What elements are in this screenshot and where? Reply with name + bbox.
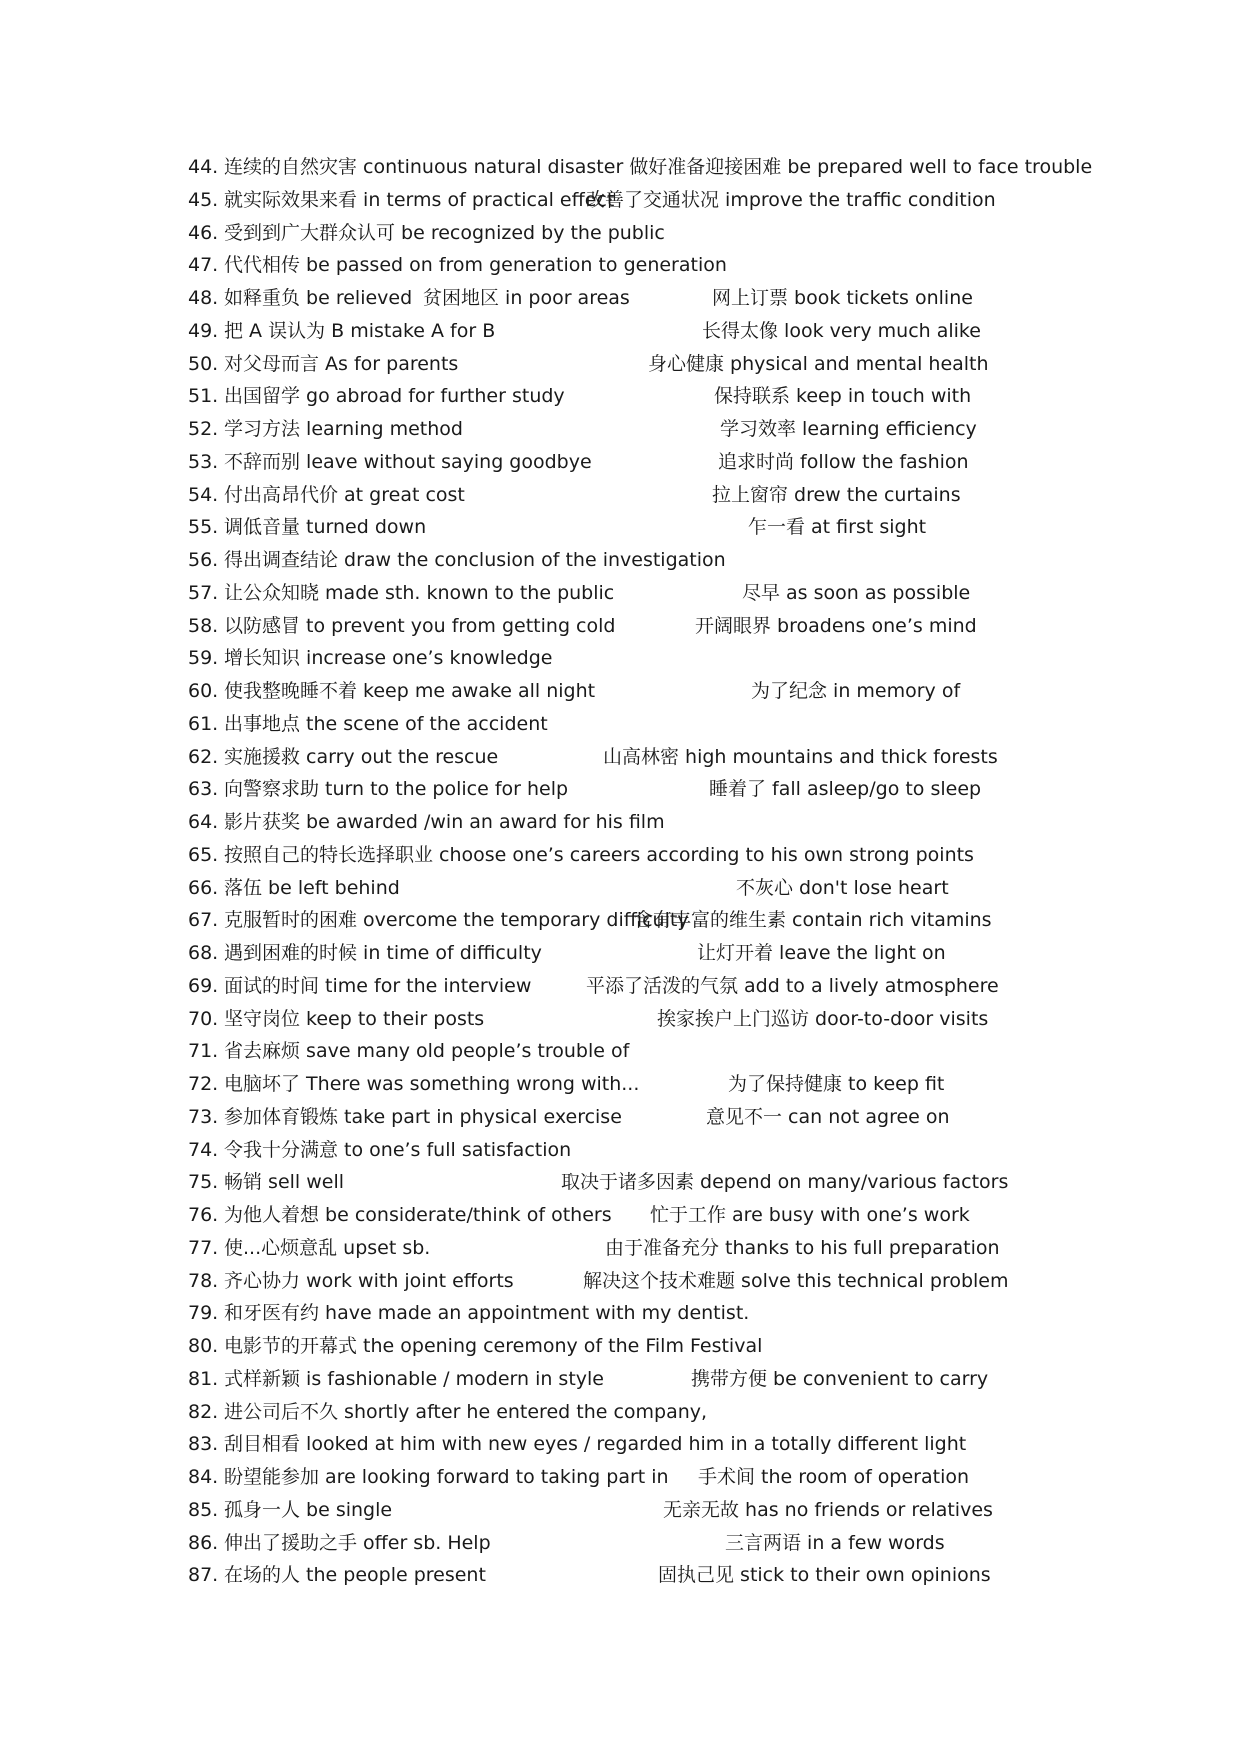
phrase-left: 不辞而别 leave without saying goodbye <box>224 450 592 473</box>
phrase-left: 实施援救 carry out the rescue <box>224 745 499 768</box>
phrase-right: 三言两语 in a few words <box>725 1531 945 1554</box>
item-number: 44. <box>188 156 219 178</box>
list-item <box>188 773 1063 806</box>
item-number: 65. <box>188 843 219 866</box>
phrase-right: 身心健康 physical and mental health <box>648 352 989 375</box>
phrase-left: 畅销 sell well <box>224 1171 345 1194</box>
list-item <box>188 839 1063 872</box>
item-number: 53. <box>188 450 219 473</box>
list-item <box>188 1134 1063 1167</box>
phrase-right: 追求时尚 follow the fashion <box>718 450 969 473</box>
list-item <box>188 970 1063 1003</box>
phrase-left: 按照自己的特长选择职业 choose one’s careers according to his own strong points <box>224 843 974 866</box>
list-item <box>188 1035 1063 1068</box>
phrase-right: 手术间 the room of operation <box>698 1466 970 1488</box>
item-number: 70. <box>188 1007 219 1030</box>
list-item <box>188 1494 1063 1527</box>
phrase-left: 和牙医有约 have made an appointment with my dentist. <box>224 1302 750 1325</box>
item-number: 59. <box>188 647 219 670</box>
phrase-left: 为他人着想 be considerate/think of others <box>224 1204 612 1226</box>
list-item <box>188 610 1063 643</box>
list-item <box>188 1265 1063 1298</box>
list-item <box>188 1166 1063 1199</box>
phrase-right: 睡着了 fall asleep/go to sleep <box>709 778 982 801</box>
phrase-left: 调低音量 turned down <box>224 516 427 539</box>
phrase-right: 山高林密 high mountains and thick forests <box>603 745 998 768</box>
list-item <box>188 1363 1063 1396</box>
phrase-right: 忙于工作 are busy with one’s work <box>650 1204 970 1226</box>
phrase-left: 把 A 误认为 B mistake A for B <box>224 319 496 342</box>
phrase-left: 付出高昂代价 at great cost <box>224 483 465 506</box>
phrase-left: 影片获奖 be awarded /win an award for his film <box>224 811 665 833</box>
item-number: 55. <box>188 516 219 539</box>
phrase-left: 连续的自然灾害 continuous natural disaster 做好准备迎接困难 be prepared well to face trouble <box>224 156 1093 178</box>
list-item <box>188 1428 1063 1461</box>
list-item <box>188 1461 1063 1494</box>
item-number: 83. <box>188 1433 219 1456</box>
phrase-right: 意见不一 can not agree on <box>706 1105 950 1128</box>
phrase-left: 以防感冒 to prevent you from getting cold <box>224 614 616 637</box>
phrase-left: 让公众知晓 made sth. known to the public <box>224 581 615 604</box>
list-item <box>188 413 1063 446</box>
item-number: 67. <box>188 909 219 932</box>
item-number: 78. <box>188 1269 219 1292</box>
phrase-right: 为了保持健康 to keep fit <box>728 1073 945 1095</box>
item-number: 72. <box>188 1073 219 1095</box>
list-item <box>188 1232 1063 1265</box>
item-number: 56. <box>188 549 219 571</box>
item-number: 46. <box>188 221 219 244</box>
phrase-right: 长得太像 look very much alike <box>702 319 981 342</box>
item-number: 64. <box>188 811 219 833</box>
phrase-right: 挨家挨户上门巡访 door-to-door visits <box>657 1007 989 1030</box>
item-number: 63. <box>188 778 219 801</box>
list-item <box>188 184 1063 217</box>
phrase-left: 孤身一人 be single <box>224 1498 393 1521</box>
item-number: 74. <box>188 1138 219 1161</box>
phrase-left: 电脑坏了 There was something wrong with... <box>224 1073 640 1095</box>
list-item <box>188 446 1063 479</box>
list-item <box>188 348 1063 381</box>
list-item <box>188 741 1063 774</box>
phrase-left: 落伍 be left behind <box>224 876 400 899</box>
phrase-left: 式样新颖 is fashionable / modern in style <box>224 1367 604 1390</box>
item-number: 76. <box>188 1204 219 1226</box>
item-number: 47. <box>188 254 219 277</box>
phrase-middle: 贫困地区 in poor areas <box>423 287 630 309</box>
phrase-left: 出事地点 the scene of the accident <box>224 712 548 735</box>
phrase-left: 省去麻烦 save many old people’s trouble of <box>224 1040 630 1063</box>
item-number: 45. <box>188 188 219 211</box>
phrase-left: 齐心协力 work with joint efforts <box>224 1269 514 1292</box>
list-item <box>188 282 1063 315</box>
item-number: 79. <box>188 1302 219 1325</box>
phrase-right: 尽早 as soon as possible <box>742 581 971 604</box>
list-item <box>188 1297 1063 1330</box>
list-item <box>188 511 1063 544</box>
item-number: 87. <box>188 1564 219 1587</box>
phrase-left: 参加体育锻炼 take part in physical exercise <box>224 1105 622 1128</box>
list-item <box>188 937 1063 970</box>
phrase-left: 盼望能参加 are looking forward to taking part in <box>224 1466 669 1488</box>
list-item <box>188 217 1063 250</box>
phrase-right: 无亲无故 has no friends or relatives <box>663 1498 993 1521</box>
phrase-right: 固执己见 stick to their own opinions <box>658 1564 991 1587</box>
phrase-right: 取决于诸多因素 depend on many/various factors <box>561 1171 1009 1194</box>
phrase-left: 学习方法 learning method <box>224 418 463 440</box>
phrase-left: 得出调查结论 draw the conclusion of the investigation <box>224 549 726 571</box>
list-item <box>188 249 1063 282</box>
item-number: 81. <box>188 1367 219 1390</box>
item-number: 77. <box>188 1236 219 1259</box>
list-item <box>188 675 1063 708</box>
phrase-right: 携带方便 be convenient to carry <box>691 1367 989 1390</box>
phrase-right: 学习效率 learning efficiency <box>720 418 977 440</box>
phrase-right: 为了纪念 in memory of <box>751 680 961 702</box>
list-item <box>188 1003 1063 1036</box>
list-item <box>188 1330 1063 1363</box>
phrase-left: 就实际效果来看 in terms of practical effect <box>224 188 615 211</box>
phrase-right: 不灰心 don't lose heart <box>736 876 949 899</box>
list-item <box>188 1068 1063 1101</box>
list-item <box>188 1101 1063 1134</box>
item-number: 49. <box>188 319 219 342</box>
list-item <box>188 806 1063 839</box>
list-item <box>188 380 1063 413</box>
phrase-left: 使我整晚睡不着 keep me awake all night <box>224 680 596 702</box>
item-number: 58. <box>188 614 219 637</box>
list-item <box>188 544 1063 577</box>
list-item <box>188 315 1063 348</box>
phrase-right: 平添了活泼的气氛 add to a lively atmosphere <box>586 974 999 997</box>
phrase-left: 面试的时间 time for the interview <box>224 974 532 997</box>
phrase-right: 由于准备充分 thanks to his full preparation <box>605 1236 1000 1259</box>
phrase-right: 拉上窗帘 drew the curtains <box>712 483 961 506</box>
phrase-list <box>188 151 1093 1592</box>
phrase-left: 令我十分满意 to one’s full satisfaction <box>224 1138 572 1161</box>
phrase-right: 保持联系 keep in touch with <box>714 385 972 408</box>
phrase-left: 刮目相看 looked at him with new eyes / regarded him in a totally different light <box>224 1433 967 1456</box>
item-number: 86. <box>188 1531 219 1554</box>
phrase-right: 含有丰富的维生素 contain rich vitamins <box>634 909 992 932</box>
phrase-left: 坚守岗位 keep to their posts <box>224 1007 485 1030</box>
list-item <box>188 1199 1063 1232</box>
phrase-left: 代代相传 be passed on from generation to generation <box>224 254 727 277</box>
item-number: 61. <box>188 712 219 735</box>
list-item <box>188 1559 1063 1592</box>
phrase-left: 增长知识 increase one’s knowledge <box>224 647 553 670</box>
phrase-left: 电影节的开幕式 the opening ceremony of the Film Festival <box>224 1335 763 1357</box>
item-number: 48. <box>188 287 219 309</box>
item-number: 52. <box>188 418 219 440</box>
item-number: 73. <box>188 1105 219 1128</box>
list-item <box>188 872 1063 905</box>
phrase-right: 解决这个技术难题 solve this technical problem <box>583 1269 1009 1292</box>
phrase-left: 如释重负 be relieved <box>224 287 413 309</box>
phrase-left: 出国留学 go abroad for further study <box>224 385 565 408</box>
phrase-right: 网上订票 book tickets online <box>712 287 973 309</box>
item-number: 71. <box>188 1040 219 1063</box>
item-number: 80. <box>188 1335 219 1357</box>
item-number: 57. <box>188 581 219 604</box>
item-number: 62. <box>188 745 219 768</box>
list-item <box>188 904 1063 937</box>
phrase-left: 对父母而言 As for parents <box>224 352 459 375</box>
phrase-left: 受到到广大群众认可 be recognized by the public <box>224 221 665 244</box>
list-item <box>188 151 1093 184</box>
item-number: 68. <box>188 942 219 964</box>
phrase-left: 在场的人 the people present <box>224 1564 486 1587</box>
list-item <box>188 1527 1063 1560</box>
phrase-left: 进公司后不久 shortly after he entered the company, <box>224 1400 708 1423</box>
phrase-right: 改善了交通状况 improve the traffic condition <box>586 188 996 211</box>
item-number: 51. <box>188 385 219 408</box>
phrase-left: 伸出了援助之手 offer sb. Help <box>224 1531 491 1554</box>
phrase-left: 克服暂时的困难 overcome the temporary difficulty <box>224 909 689 932</box>
item-number: 84. <box>188 1466 219 1488</box>
list-item <box>188 708 1063 741</box>
item-number: 82. <box>188 1400 219 1423</box>
phrase-left: 使...心烦意乱 upset sb. <box>224 1236 431 1259</box>
phrase-left: 遇到困难的时候 in time of difficulty <box>224 942 542 964</box>
phrase-left: 向警察求助 turn to the police for help <box>224 778 569 801</box>
phrase-right: 开阔眼界 broadens one’s mind <box>695 614 977 637</box>
item-number: 69. <box>188 974 219 997</box>
item-number: 50. <box>188 352 219 375</box>
phrase-right: 让灯开着 leave the light on <box>697 942 946 964</box>
list-item <box>188 479 1063 512</box>
item-number: 54. <box>188 483 219 506</box>
phrase-right: 乍一看 at first sight <box>748 516 927 539</box>
list-item <box>188 642 1063 675</box>
item-number: 60. <box>188 680 219 702</box>
item-number: 75. <box>188 1171 219 1194</box>
list-item <box>188 577 1063 610</box>
list-item <box>188 1396 1063 1429</box>
item-number: 66. <box>188 876 219 899</box>
item-number: 85. <box>188 1498 219 1521</box>
